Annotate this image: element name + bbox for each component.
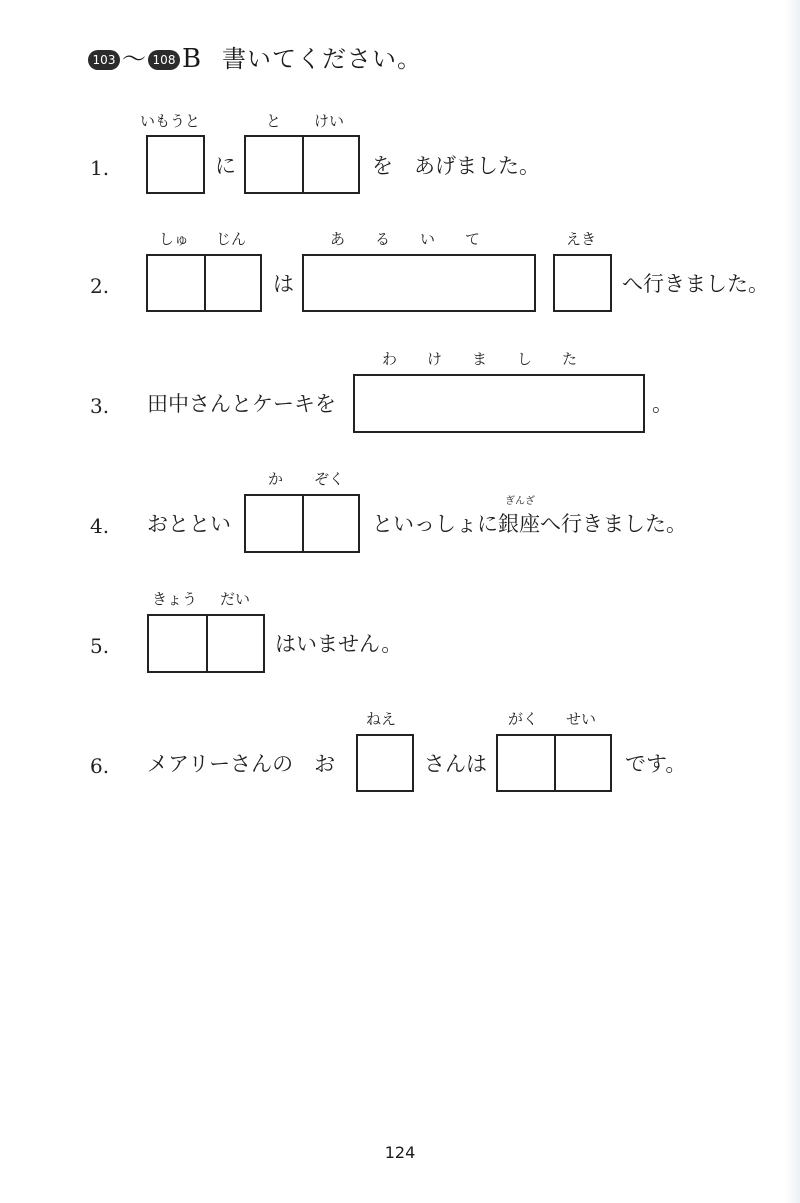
sentence-text: さんは [424,752,487,776]
furigana: ぞく [314,470,345,488]
sentence-text: へ行きました。 [622,272,769,296]
sentence-text: 田中さんとケーキを [147,392,336,416]
furigana: けい [314,112,345,130]
item-number: 3. [90,394,110,418]
section-letter: B [182,44,202,74]
answer-box[interactable] [553,254,612,312]
answer-box[interactable] [356,734,414,792]
furigana: か [268,470,284,488]
furigana: しゅ [159,230,190,248]
exercise-item-1 [0,110,800,200]
item-number: 4. [90,514,110,538]
item-number: 5. [90,634,110,658]
answer-box[interactable] [204,254,262,312]
sentence-text: はいません。 [275,632,403,656]
item-number: 1. [90,156,110,180]
exercise-item-5 [0,588,800,678]
exercise-item-4 [0,468,800,558]
sentence-text: は [273,272,294,296]
furigana: わ け ま し た [382,350,578,368]
answer-box[interactable] [554,734,612,792]
furigana: じん [216,230,247,248]
answer-box[interactable] [146,135,205,194]
furigana: あ る い て [330,230,481,248]
furigana: せい [566,710,597,728]
exercise-item-6 [0,708,800,798]
audio-track-badge-start: 103 [88,50,120,70]
answer-box[interactable] [302,135,360,194]
answer-box[interactable] [244,135,304,194]
exercise-item-3 [0,348,800,438]
item-number: 6. [90,754,110,778]
sentence-text: を あげました。 [372,154,540,178]
sentence-text: 。 [652,392,673,416]
answer-box[interactable] [302,494,360,553]
instruction-title: 書いてください。 [222,45,422,73]
furigana: がく [508,710,539,728]
answer-box[interactable] [147,614,208,673]
sentence-text: といっしょに銀座へ行きました。 [372,512,687,536]
furigana: えき [566,230,597,248]
sentence-text: に [215,154,236,178]
item-number: 2. [90,274,110,298]
furigana: いもうと [140,112,201,130]
audio-track-badge-end: 108 [148,50,180,70]
furigana: だい [220,590,251,608]
answer-box[interactable] [496,734,556,792]
furigana: と [266,112,282,130]
answer-box-long[interactable] [302,254,536,312]
answer-box-long[interactable] [353,374,645,433]
furigana: きょう [152,590,198,608]
page-number: 124 [384,1143,416,1162]
answer-box[interactable] [206,614,265,673]
exercise-item-2 [0,228,800,318]
answer-box[interactable] [146,254,206,312]
sentence-text: メアリーさんの お [147,752,336,776]
answer-box[interactable] [244,494,304,553]
furigana: ねえ [366,710,397,728]
range-tilde: ～ [122,45,146,73]
furigana-small: ぎんざ [505,496,535,507]
sentence-text: おととい [147,512,231,536]
sentence-text: です。 [625,752,687,776]
